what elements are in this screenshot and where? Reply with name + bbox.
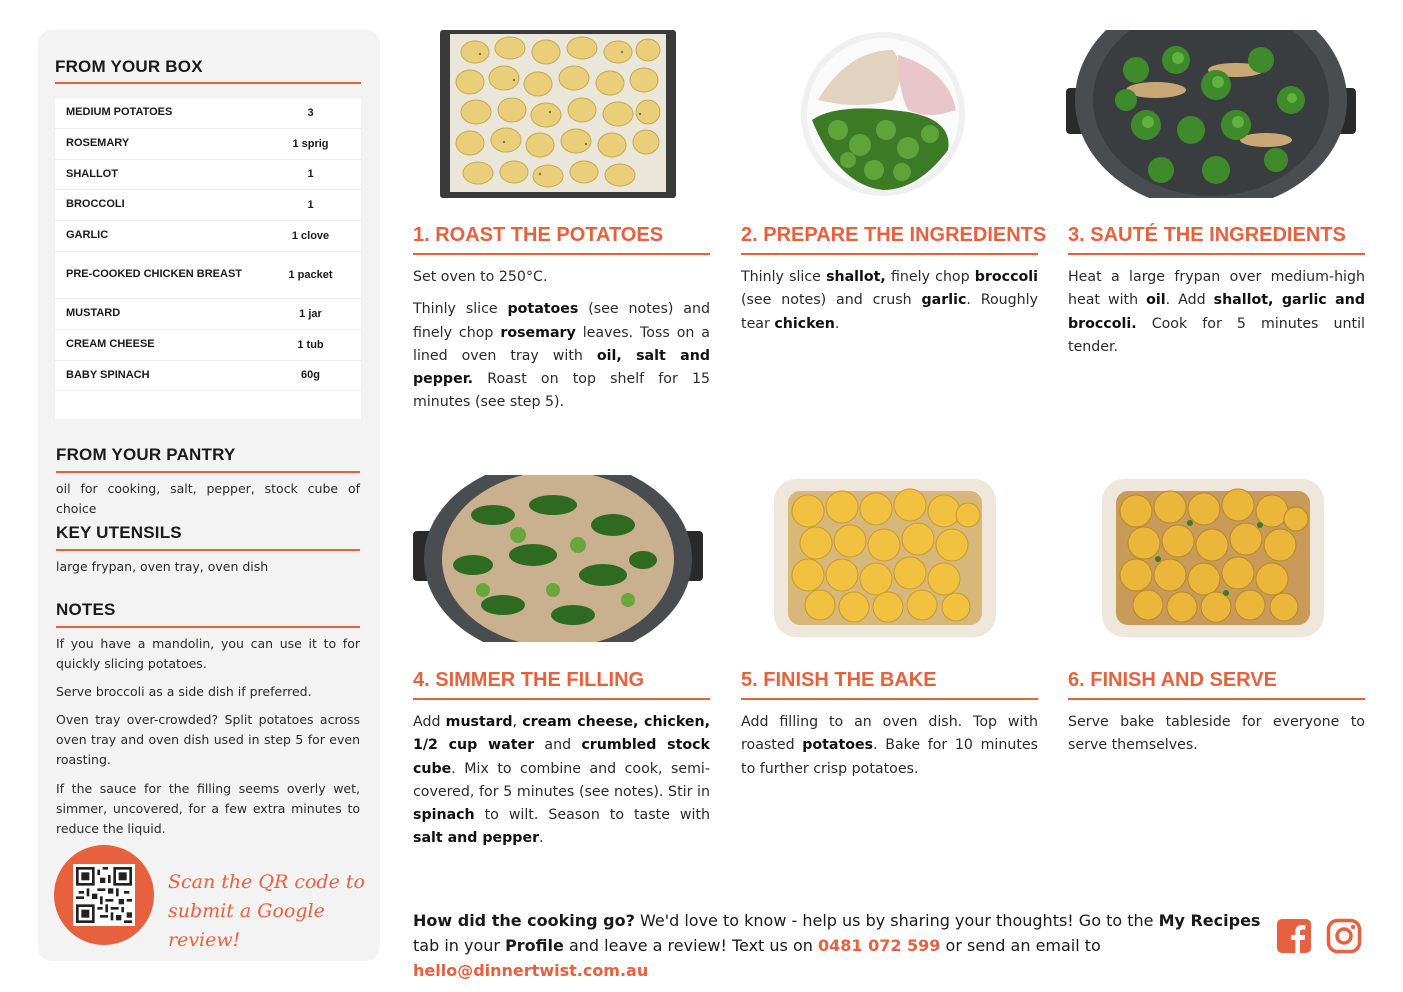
section-divider [56,471,360,473]
qr-caption [168,868,368,955]
table-spacer [55,391,361,419]
ingredient-name: MUSTARD [66,306,121,319]
ingredient-name: ROSEMARY [66,136,130,149]
qr-caption-line: Scan the QR code to [168,871,365,893]
step-divider [1068,253,1365,255]
ingredient-qty: 1 sprig [292,137,329,150]
ingredient-name: BABY SPINACH [66,368,150,381]
table-row [55,330,361,361]
oven-dish-bake-image [772,475,998,642]
contact-link[interactable]: 0481 072 599 [817,936,941,955]
ingredient-name: MEDIUM POTATOES [66,105,173,118]
ingredient-qty: 60g [301,369,320,382]
step-divider [413,698,710,700]
prepared-ingredients-plate-image [798,30,968,198]
ingredient-qty: 1 tub [297,338,324,351]
pantry-text: oil for cooking, salt, pepper, stock cube of choice [56,481,360,516]
step-title: 3. SAUTÉ THE INGREDIENTS [1068,224,1346,246]
frypan-broccoli-image [1066,30,1356,198]
table-row [55,299,361,330]
step-divider [741,253,1038,255]
note-item: If you have a mandolin, you can use it to for quickly slicing potatoes. [56,636,360,671]
step-divider [1068,698,1365,700]
oven-dish-served-image [1100,475,1326,642]
pantry-title: FROM YOUR PANTRY [56,445,236,464]
table-row [55,221,361,252]
from-your-box-title: FROM YOUR BOX [55,57,203,76]
instruction-paragraph: Heat a large frypan over medium-high heat with oil. Add shallot, garlic and broccoli. Cook for 5 minutes until tender. [1068,269,1365,355]
roasting-tray-potatoes-image [440,30,676,198]
section-divider [55,82,361,84]
ingredient-qty: 1 jar [299,307,322,320]
ingredient-qty: 1 clove [291,230,330,243]
qr-badge [54,845,154,945]
ingredient-qty: 1 [307,168,314,181]
section-divider [56,549,360,551]
step-title: 5. FINISH THE BAKE [741,669,937,691]
ingredient-qty: 1 packet [288,268,333,281]
step-instructions [413,711,710,860]
notes-title: NOTES [56,600,116,619]
table-row [55,252,361,299]
ingredient-name: SHALLOT [66,167,118,180]
step-instructions [1068,266,1365,368]
instruction-paragraph: Set oven to 250°C. [413,269,548,285]
ingredients-sidebar [38,30,380,961]
facebook-icon[interactable] [1276,918,1314,956]
instruction-paragraph: Thinly slice potatoes (see notes) and finely chop rosemary leaves. Toss on a lined oven tray with oil, salt and pepper. Roast on top shelf for 15 minutes (see step 5). [413,301,711,411]
step-title: 6. FINISH AND SERVE [1068,669,1277,691]
instagram-icon[interactable] [1326,918,1364,956]
frypan-filling-image [413,475,703,642]
note-item: Oven tray over-crowded? Split potatoes across oven tray and oven dish used in step 5 for even roasting. [56,712,360,767]
ingredient-qty: 3 [307,106,314,119]
instruction-paragraph: Thinly slice shallot, finely chop broccoli (see notes) and crush garlic. Roughly tear chicken. [741,269,1039,332]
step-instructions [413,266,710,424]
step-instructions [1068,711,1365,767]
qr-caption-line: submit a Google review! [168,900,325,951]
ingredient-name: GARLIC [66,229,109,242]
ingredient-qty: 1 [307,199,314,212]
table-row [55,361,361,392]
step-title: 2. PREPARE THE INGREDIENTS [741,224,1047,246]
ingredient-name: BROCCOLI [66,198,125,211]
table-row [55,190,361,221]
step-instructions [741,266,1038,345]
note-item: If the sauce for the filling seems overly wet, simmer, uncovered, for a few extra minutes to reduce the liquid. [56,781,360,836]
ingredient-name: PRE-COOKED CHICKEN BREAST [66,268,243,281]
section-divider [56,626,360,628]
step-divider [413,253,710,255]
instruction-paragraph: Add filling to an oven dish. Top with roasted potatoes. Bake for 10 minutes to further crisp potatoes. [741,714,1039,777]
step-title: 1. ROAST THE POTATOES [413,224,664,246]
ingredients-table [55,98,361,419]
table-row [55,98,361,129]
contact-link[interactable]: hello@dinnertwist.com.au [413,961,649,980]
step-title: 4. SIMMER THE FILLING [413,669,645,691]
table-row [55,160,361,191]
instruction-paragraph: Add mustard, cream cheese, chicken, 1/2 cup water and crumbled stock cube. Mix to combine and cook, semi-covered, for 5 minutes (see notes). Stir in spinach to wilt. Season to taste with salt and pepper. [413,714,710,847]
feedback-footer: How did the cooking go? We'd love to know - help us by sharing your thoughts! Go to the My Recipes tab in your Profile and leave a review! Text us on 0481 072 599 or send an email to hello@dinnertwist.com.au [413,911,1261,980]
ingredient-name: CREAM CHEESE [66,337,155,350]
utensils-text: large frypan, oven tray, oven dish [56,559,269,574]
step-instructions [741,711,1038,790]
step-divider [741,698,1038,700]
note-item: Serve broccoli as a side dish if preferred. [56,684,312,699]
qr-code-icon[interactable] [73,864,135,926]
instruction-paragraph: Serve bake tableside for everyone to serve themselves. [1068,714,1365,754]
table-row [55,129,361,160]
utensils-title: KEY UTENSILS [56,523,182,542]
